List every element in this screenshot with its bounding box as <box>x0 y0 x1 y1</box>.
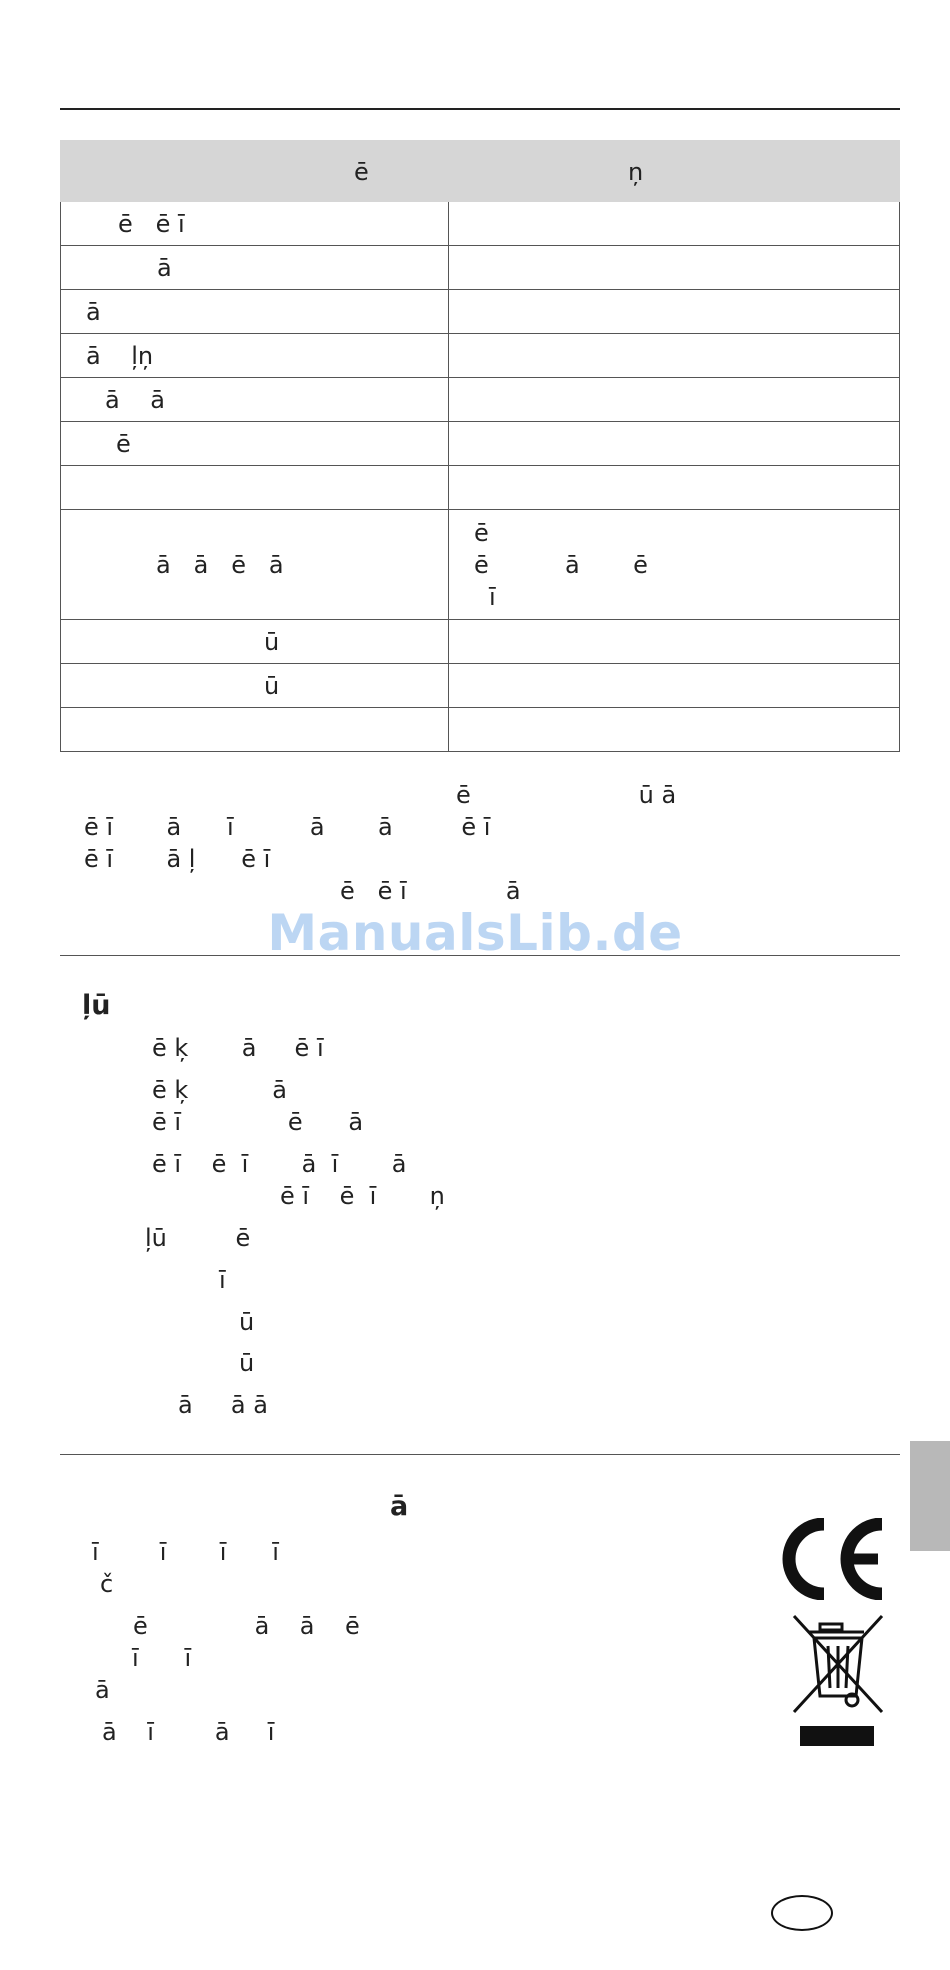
top-rule <box>60 108 900 110</box>
section-heading: ā <box>390 1491 409 1522</box>
note-line: ē ē ī ā <box>340 877 521 905</box>
table-row <box>60 202 900 246</box>
row-label: ū <box>264 672 280 700</box>
section-line: ē ķ ā ē ī <box>152 1034 324 1062</box>
section-line: ū <box>239 1349 255 1377</box>
side-tab <box>910 1441 950 1551</box>
watermark: ManualsLib.de <box>267 904 683 962</box>
section-line: ā ā ā <box>178 1391 268 1419</box>
section-line: č <box>100 1570 114 1598</box>
note-line: ē ī ā ļ ē ī <box>84 845 271 873</box>
table-row <box>60 466 900 510</box>
table-header <box>60 140 900 202</box>
row-label: ē <box>116 430 131 458</box>
section-line: ē ī ē ī ā ī ā <box>152 1150 407 1178</box>
spec-table <box>60 140 900 752</box>
section-line: ē ī ē ā <box>152 1108 364 1136</box>
table-row <box>60 620 900 664</box>
row-label: ā <box>157 254 172 282</box>
section-divider <box>60 955 900 956</box>
table-row <box>60 290 900 334</box>
table-row <box>60 334 900 378</box>
section-line: ē ķ ā <box>152 1076 287 1104</box>
crossed-out-bin-icon <box>790 1612 890 1750</box>
section-line: ī ī ī ī <box>92 1538 279 1566</box>
section-line: ā <box>95 1676 110 1704</box>
ce-mark-icon <box>778 1518 888 1600</box>
row-label: ā ā ē ā <box>156 551 284 579</box>
section-heading: ļū <box>82 990 111 1021</box>
table-row <box>60 664 900 708</box>
row-label: ā ļņ <box>86 342 154 370</box>
section-line: ī <box>219 1266 226 1294</box>
row-value-line: ī <box>489 583 496 611</box>
header-right-label: ņ <box>628 158 644 186</box>
page-number-oval <box>771 1895 833 1931</box>
table-row <box>60 510 900 620</box>
section-line: ē ā ā ē <box>133 1612 360 1640</box>
row-label: ā <box>86 298 101 326</box>
row-label: ū <box>264 628 280 656</box>
header-left-label: ē <box>354 158 369 186</box>
row-label: ā ā <box>105 386 165 414</box>
table-row <box>60 708 900 752</box>
section-line: ē ī ē ī ņ <box>280 1182 445 1210</box>
section-line: ī ī <box>132 1644 192 1672</box>
section-line: ū <box>239 1308 255 1336</box>
note-line: ē ū ā <box>456 781 677 809</box>
row-value-line: ē ā ē <box>474 551 648 579</box>
note-line: ē ī ā ī ā ā ē ī <box>84 813 491 841</box>
section-line: ā ī ā ī <box>102 1718 275 1746</box>
section-divider <box>60 1454 900 1455</box>
section-line: ļū ē <box>145 1224 251 1252</box>
row-label: ē ē ī <box>118 210 185 238</box>
row-value-line: ē <box>474 519 489 547</box>
table-row <box>60 246 900 290</box>
table-row <box>60 422 900 466</box>
table-row <box>60 378 900 422</box>
